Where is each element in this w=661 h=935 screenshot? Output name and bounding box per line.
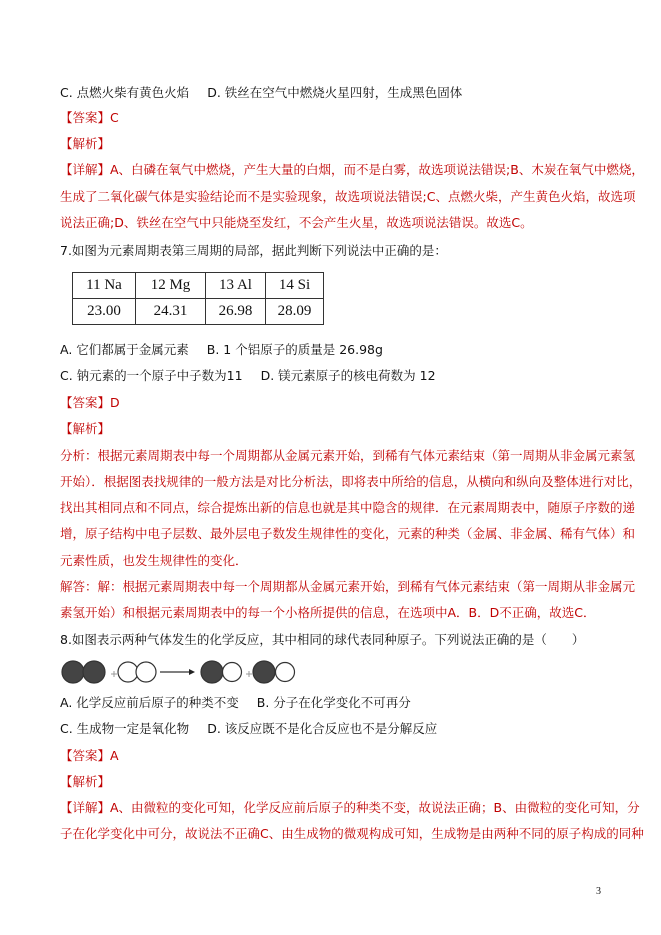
q7-options-ab [60,342,383,358]
answer-label: 【答案】 [60,110,111,125]
answer-label: 【答案】 [60,395,111,410]
answer-label: 【答案】 [60,748,111,763]
q7-analysis-line: 找出其相同点和不同点，综合提炼出新的信息也就是其中隐含的规律．在元素周期表中，随原子序数的递 [60,500,636,515]
answer-value: D [110,395,120,410]
q8-options-ab [60,695,411,711]
option-a: A. 化学反应前后原子的种类不变 [60,695,239,710]
q6-detail-line: 说法正确;D、铁丝在空气中只能烧至发红，不会产生火星，故选项说法错误。故选C。 [60,215,533,230]
q6-detail-line: 生成了二氧化碳气体是实验结论而不是实验现象，故选项说法错误;C、点燃火柴，产生黄色火焰，故选项 [60,189,636,204]
q7-analysis-label: 【解析】 [60,421,111,436]
dark-atom [83,661,105,683]
q8-detail-line: 子在化学变化中可分，故说法不正确C、由生成物的微观构成可知，生成物是由两种不同的原子构成的同种 [60,826,644,841]
q8-analysis-label: 【解析】 [60,774,111,789]
periodic-table-excerpt [72,272,324,325]
light-atom [223,663,242,682]
q7-analysis-line: 增，原子结构中电子层数、最外层电子数发生规律性的变化，元素的种类（金属、非金属、稀有气体）和 [60,526,636,541]
q7-question: 7.如图为元素周期表第三周期的局部，据此判断下列说法中正确的是： [60,243,447,258]
page-number: 3 [596,886,601,897]
option-c: C. 生成物一定是氧化物 [60,721,190,736]
light-atom [276,663,295,682]
option-d: D. 铁丝在空气中燃烧火星四射，生成黑色固体 [207,85,463,100]
q7-answer [60,395,120,411]
light-atom [118,662,138,682]
mass-cell: 26.98 [206,299,266,325]
option-b: B. 1 个铝原子的质量是 26.98g [206,342,383,357]
option-d: D. 该反应既不是化合反应也不是分解反应 [207,721,438,736]
mass-cell: 23.00 [73,299,136,325]
element-cell: 11 Na [73,273,136,299]
q8-question: 8.如图表示两种气体发生的化学反应，其中相同的球代表同种原子。下列说法正确的是（ ） [60,632,585,647]
q6-options-cd [60,85,462,101]
q6-detail-line: 【详解】A、白磷在氧气中燃烧，产生大量的白烟，而不是白雾，故选项说法错误;B、木炭在氧气中燃烧， [60,162,644,177]
light-atom [136,662,156,682]
element-cell: 14 Si [266,273,324,299]
option-d: D. 镁元素原子的核电荷数为 12 [260,368,436,383]
option-a: A. 它们都属于金属元素 [60,342,189,357]
dark-atom [253,661,275,683]
answer-value: C [110,110,119,125]
reaction-diagram [55,655,315,691]
q8-answer [60,748,119,764]
q7-analysis-line: 开始）．根据图表找规律的一般方法是对比分析法，即将表中所给的信息，从横向和纵向及整体进行对比， [60,474,642,489]
mass-cell: 24.31 [136,299,206,325]
element-cell: 13 Al [206,273,266,299]
option-c: C. 钠元素的一个原子中子数为11 [60,368,243,383]
dark-atom [62,661,84,683]
element-cell: 12 Mg [136,273,206,299]
q7-analysis-line: 分析：根据元素周期表中每一个周期都从金属元素开始，到稀有气体元素结束（第一周期从非金属元素氢 [60,448,636,463]
answer-value: A [110,748,119,763]
option-b: B. 分子在化学变化不可再分 [256,695,411,710]
mass-cell: 28.09 [266,299,324,325]
q7-analysis-line: 素氢开始）和根据元素周期表中的每一个小格所提供的信息，在选项中A．B．D不正确，故选C． [60,605,596,620]
q7-analysis-line: 元素性质，也发生规律性的变化． [60,553,248,568]
q8-detail-line: 【详解】A、由微粒的变化可知，化学反应前后原子的种类不变，故说法正确；B、由微粒的变化可知，分 [60,800,640,815]
q8-options-cd [60,721,437,737]
q7-analysis-line: 解答：解：根据元素周期表中每一个周期都从金属元素开始，到稀有气体元素结束（第一周期从非金属元 [60,579,636,594]
q7-options-cd [60,368,436,384]
q6-analysis-label: 【解析】 [60,136,111,151]
dark-atom [201,661,223,683]
arrow-head-icon [189,669,195,675]
q6-answer [60,110,119,126]
option-c: C. 点燃火柴有黄色火焰 [60,85,190,100]
